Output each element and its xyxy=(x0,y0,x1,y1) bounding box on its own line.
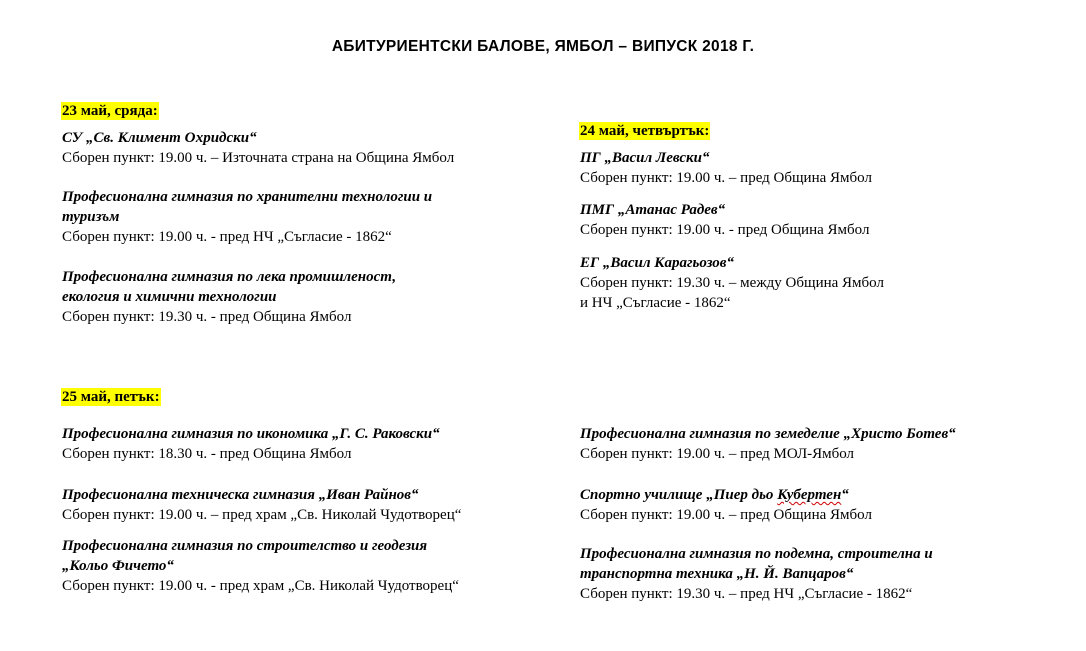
meeting-point: Сборен пункт: 19.00 ч. - пред Община Ямбол xyxy=(580,222,870,238)
day-heading-may-24: 24 май, четвъртък: xyxy=(580,123,710,139)
school-name: ПМГ „Атанас Радев“ xyxy=(580,202,726,218)
school-name: Професионална гимназия по строителство и геодезия xyxy=(62,538,428,554)
meeting-point: Сборен пункт: 19.00 ч. – пред храм „Св. Николай Чудотворец“ xyxy=(62,507,462,523)
meeting-point: Сборен пункт: 19.30 ч. – пред НЧ „Съгласие - 1862“ xyxy=(580,586,913,602)
school-name: Професионална гимназия по земеделие „Христо Ботев“ xyxy=(580,426,956,442)
school-name-cont: „Кольо Фичето“ xyxy=(62,558,174,574)
school-entry xyxy=(62,485,461,525)
school-name: СУ „Св. Климент Охридски“ xyxy=(62,130,257,146)
school-name: Професионална гимназия по хранителни технологии и xyxy=(62,189,433,205)
school-name: Професионална гимназия по подемна, строителна и xyxy=(580,546,933,562)
school-name-part: Спортно училище „Пиер дьо xyxy=(580,487,778,503)
school-name: Професионална гимназия по лека промишленост, xyxy=(62,269,397,285)
school-name: ЕГ „Васил Карагьозов“ xyxy=(580,255,734,271)
school-entry xyxy=(62,536,459,596)
school-name: ПГ „Васил Левски“ xyxy=(580,150,710,166)
school-name-cont: екология и химични технологии xyxy=(62,289,277,305)
document-title: АБИТУРИЕНТСКИ БАЛОВЕ, ЯМБОЛ – ВИПУСК 2018 Г. xyxy=(331,38,755,55)
meeting-point: Сборен пункт: 19.00 ч. – пред МОЛ-Ямбол xyxy=(580,446,855,462)
school-name-cont: туризъм xyxy=(62,209,120,225)
school-entry xyxy=(580,253,884,313)
day-heading-may-23: 23 май, сряда: xyxy=(62,103,158,119)
meeting-point: Сборен пункт: 19.00 ч. – пред Община Ямбол xyxy=(580,170,872,186)
school-entry xyxy=(580,485,872,525)
school-entry xyxy=(580,148,872,188)
spellcheck-flagged-word: Кубертен xyxy=(777,487,842,503)
school-name-cont: транспортна техника „Н. Й. Вапцаров“ xyxy=(580,566,854,582)
meeting-point: Сборен пункт: 19.30 ч. - пред Община Ямбол xyxy=(62,309,352,325)
day-heading-may-25: 25 май, петък: xyxy=(62,389,160,405)
school-name: Професионална гимназия по икономика „Г. С. Раковски“ xyxy=(62,426,440,442)
meeting-point: Сборен пункт: 19.00 ч. – Източната страна на Община Ямбол xyxy=(62,150,455,166)
school-entry xyxy=(580,424,956,464)
school-name-part: “ xyxy=(841,487,849,503)
meeting-point: Сборен пункт: 19.00 ч. - пред храм „Св. Николай Чудотворец“ xyxy=(62,578,459,594)
meeting-point-cont: и НЧ „Съгласие - 1862“ xyxy=(580,295,731,311)
meeting-point: Сборен пункт: 19.00 ч. – пред Община Ямбол xyxy=(580,507,872,523)
school-name xyxy=(580,485,872,505)
school-entry xyxy=(62,424,440,464)
meeting-point: Сборен пункт: 19.00 ч. - пред НЧ „Съгласие - 1862“ xyxy=(62,229,392,245)
meeting-point: Сборен пункт: 19.30 ч. – между Община Ямбол xyxy=(580,275,884,291)
school-entry xyxy=(580,544,933,604)
school-entry xyxy=(62,128,454,168)
school-entry xyxy=(62,187,432,247)
school-entry xyxy=(62,267,396,327)
meeting-point: Сборен пункт: 18.30 ч. - пред Община Ямбол xyxy=(62,446,352,462)
school-entry xyxy=(580,200,869,240)
school-name: Професионална техническа гимназия „Иван Райнов“ xyxy=(62,487,419,503)
